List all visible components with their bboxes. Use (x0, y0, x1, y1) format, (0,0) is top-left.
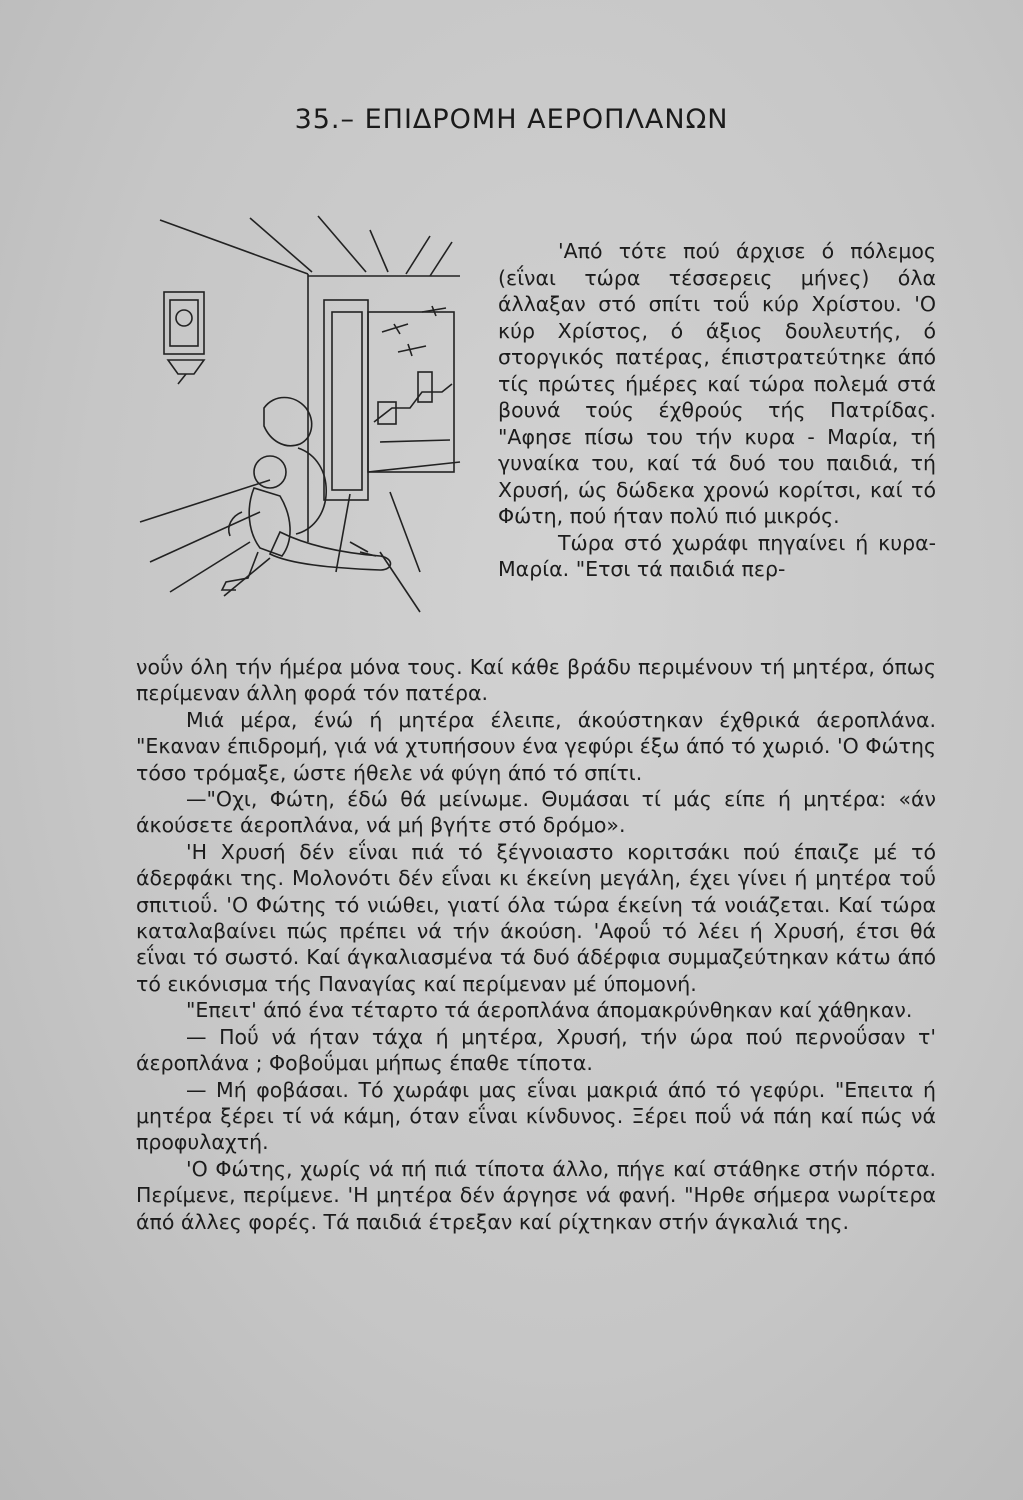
paragraph-2-end: νοΰν όλη τήν ήμέρα μόνα τους. Καί κάθε βράδυ περιμένουν τή μητέρα, όπως περίμεναν άλλη φορά τόν πατέρα. (136, 655, 936, 706)
paragraph-4: —"Οχι, Φώτη, έδώ θά μείνωμε. Θυμάσαι τί μάς είπε ή μητέρα: «άν άκούσετε άεροπλάνα, νά μή βγήτε στό δρόμο». (136, 787, 936, 838)
paragraph-2-start: Τώρα στό χωράφι πηγαίνει ή κυρα-Μαρία. "Ετσι τά παιδιά περ- (498, 530, 936, 581)
room-sketch (130, 212, 490, 632)
air-raid-illustration (130, 212, 490, 632)
paragraph-3: Μιά μέρα, ένώ ή μητέρα έλειπε, άκούστηκαν έχθρικά άεροπλάνα. "Εκαναν έπιδρομή, γιά νά χτυπήσουν ένα γεφύρι έξω άπό τό χωριό. 'Ο Φώτης τόσο τρόμαξε, ώστε ήθελε νά φύγη άπό τό σπίτι. (136, 707, 936, 785)
page-title: 35.– ΕΠΙΔΡΟΜΗ ΑΕΡΟΠΛΑΝΩΝ (294, 104, 729, 135)
paragraph-8: — Μή φοβάσαι. Τό χωράφι μας εΐναι μακριά άπό τό γεφύρι. "Επειτα ή μητέρα ξέρει τί νά κάμη, όταν εΐναι κίνδυνος. Ξέρει ποΰ νά πάη καί πώς νά προφυλαχτή. (136, 1077, 936, 1155)
main-body-text (136, 654, 936, 1235)
paragraph-7: — Ποΰ νά ήταν τάχα ή μητέρα, Χρυσή, τήν ώρα πού περνοΰσαν τ' άεροπλάνα ; Φοβοΰμαι μήπως έπαθε τίποτα. (136, 1024, 936, 1076)
side-column-text (498, 238, 936, 583)
paragraph-6: "Επειτ' άπό ένα τέταρτο τά άεροπλάνα άπομακρύνθηκαν καί χάθηκαν. (186, 998, 913, 1023)
paragraph-9: 'Ο Φώτης, χωρίς νά πή πιά τίποτα άλλο, πήγε καί στάθηκε στήν πόρτα. Περίμενε, περίμενε. 'Η μητέρα δέν άργησε νά φανή. "Ηρθε σήμερα νωρίτερα άπό άλλες φορές. Τά παιδιά έτρεξαν καί ρίχτηκαν στήν άγκαλιά της. (136, 1156, 936, 1234)
paragraph-5: 'Η Χρυσή δέν εΐναι πιά τό ξέγνοιαστο κοριτσάκι πού έπαιζε μέ τό άδερφάκι της. Μολονότι δέν εΐναι κι έκείνη μεγάλη, έχει γίνει ή μητέρα τοΰ σπιτιοΰ. 'Ο Φώτης τό νιώθει, γιατί όλα τώρα έκείνη τά νοιάζεται. Καί τώρα καταλαβαίνει πώς πρέπει νά τήν άκούση. 'Αφοΰ τό λέει ή Χρυσή, έτσι θά εΐναι τό σωστό. Καί άγκαλιασμένα τά δυό άδέρφια συμμαζεύτηκαν κάτω άπό τό εικόνισμα τής Παναγίας καί περίμεναν μέ ύπομονή. (136, 839, 936, 996)
paragraph-1: 'Από τότε πού άρχισε ό πόλεμος (εΐναι τώρα τέσσερεις μήνες) όλα άλλαξαν στό σπίτι τοΰ κύρ Χρίστου. 'Ο κύρ Χρίστος, ό άξιος δουλευτής, ό στοργικός πατέρας, έπιστρατεύτηκε άπό τίς πρώτες ήμέρες καί τώρα πολεμά στά βουνά τούς έχθρούς τής Πατρίδας. "Αφησε πίσω του τήν κυρα - Μαρία, τή γυναίκα του, καί τά δυό του παιδιά, τή Χρυσή, ώς δώδεκα χρονώ κορίτσι, καί τό Φώτη, πού ήταν πολύ πιό μικρός. (498, 239, 936, 528)
